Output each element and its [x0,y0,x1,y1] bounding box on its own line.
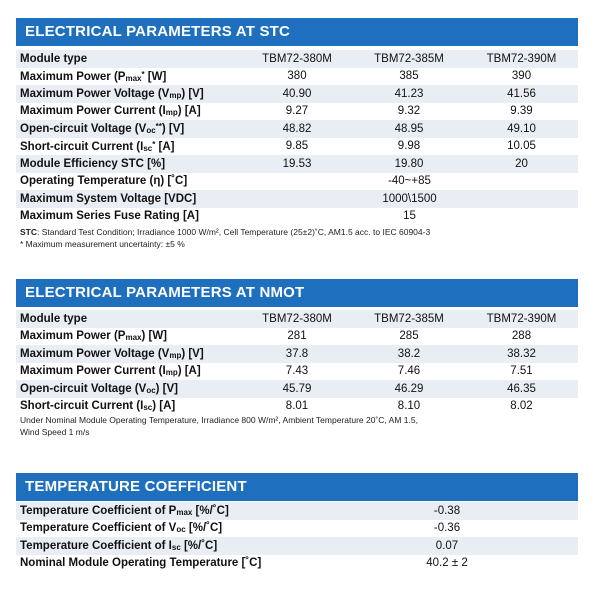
coefficient-value: 40.2 ± 2 [316,555,578,573]
row-label [16,208,241,226]
row-label [16,310,241,328]
row-label [16,138,241,156]
row-label-subscript: sc [171,542,181,552]
value-cell-1: 40.90 [241,85,353,103]
value-cell-1: 9.85 [241,138,353,156]
temperature-coefficient-table [16,502,578,572]
value-cell-2: 7.46 [353,363,465,381]
table-row [16,310,578,328]
value-cell-2: TBM72-385M [353,50,465,68]
row-label-unit: ) [V] [155,382,179,395]
row-label-text: Temperature Coefficient of I [20,539,172,552]
row-label [16,103,241,121]
shared-value: 15 [241,208,578,226]
row-label-text: Maximum Series Fuse Rating [A] [20,210,199,223]
row-label [16,173,241,191]
row-label-unit: ) [A] [152,400,176,413]
value-cell-3: 7.51 [465,363,578,381]
row-label-text: Module type [20,52,88,65]
value-cell-1: 7.43 [241,363,353,381]
value-cell-3: 20 [465,155,578,173]
table-row [16,190,578,208]
value-cell-3: 49.10 [465,120,578,138]
row-label [16,345,241,363]
value-cell-3: 38.32 [465,345,578,363]
row-label-unit: ) [V] [181,87,204,100]
value-cell-2: 9.32 [353,103,465,121]
row-label [16,328,241,346]
value-cell-3: 288 [465,328,578,346]
table-row [16,155,578,173]
row-label-text: Open-circuit Voltage (V [20,382,147,395]
table-row [16,138,578,156]
row-label-superscript: ** [155,122,162,132]
table-row [16,520,578,538]
table-row [16,85,578,103]
table-row [16,502,578,520]
row-label-text: Maximum Power Voltage (V [20,87,170,100]
row-label [16,363,241,381]
row-label-subscript: oc [146,385,156,395]
value-cell-1: 8.01 [241,398,353,416]
row-label [16,398,241,416]
value-cell-3: 10.05 [465,138,578,156]
value-cell-1: TBM72-380M [241,50,353,68]
row-label-subscript: max [176,507,193,517]
coefficient-label [16,520,316,538]
row-label [16,380,241,398]
value-cell-2: 46.29 [353,380,465,398]
row-label-subscript: oc [176,525,186,535]
stc-footnote-text: : Standard Test Condition; Irradiance 1000 W/m², Cell Temperature (25±2)˚C, AM1.5 acc. to IEC 60904-3 [37,227,431,237]
row-label-text: Maximum Power Voltage (V [20,347,170,360]
stc-parameters-table [16,50,578,225]
row-label [16,120,241,138]
value-cell-1: 37.8 [241,345,353,363]
row-label-unit: [%/˚C] [180,539,218,552]
nmot-footnote [20,414,418,438]
coefficient-label [16,555,316,573]
coefficient-label [16,502,316,520]
row-label-text: Maximum Power (P [20,70,126,83]
row-label-unit: ) [A] [177,365,201,378]
table-row [16,50,578,68]
value-cell-2: 48.95 [353,120,465,138]
row-label-text: Module type [20,312,88,325]
row-label-text: Nominal Module Operating Temperature [˚C] [20,557,262,570]
value-cell-1: 281 [241,328,353,346]
row-label-text: Maximum Power Current (I [20,365,166,378]
table-row [16,103,578,121]
shared-value: 1000\1500 [241,190,578,208]
row-label-subscript: max [125,73,142,83]
row-label-unit: [W] [144,70,167,83]
stc-footnote-abbrev: STC [20,227,37,237]
value-cell-2: 8.10 [353,398,465,416]
row-label-subscript: mp [169,350,182,360]
table-row [16,328,578,346]
nmot-footnote-line2: Wind Speed 1 m/s [20,427,90,437]
value-cell-2: 38.2 [353,345,465,363]
row-label-subscript: max [125,333,142,343]
value-cell-2: 19.80 [353,155,465,173]
row-label-subscript: sc [143,403,153,413]
value-cell-3: 390 [465,68,578,86]
coefficient-value: -0.36 [316,520,578,538]
value-cell-1: TBM72-380M [241,310,353,328]
value-cell-1: 19.53 [241,155,353,173]
row-label [16,85,241,103]
row-label-unit: [A] [155,140,175,153]
coefficient-label [16,537,316,555]
table-row [16,363,578,381]
value-cell-2: TBM72-385M [353,310,465,328]
row-label-unit: ) [W] [141,330,168,343]
row-label-subscript: mp [169,90,182,100]
row-label-text: Temperature Coefficient of P [20,504,177,517]
coefficient-value: -0.38 [316,502,578,520]
table-row [16,537,578,555]
value-cell-3: TBM72-390M [465,310,578,328]
row-label [16,68,241,86]
row-label [16,155,241,173]
value-cell-3: 41.56 [465,85,578,103]
stc-footnote [20,226,430,250]
table-row [16,555,578,573]
row-label-text: Module Efficiency STC [%] [20,157,166,170]
row-label-unit: ) [V] [161,123,185,136]
value-cell-1: 9.27 [241,103,353,121]
table-row [16,345,578,363]
table-row [16,398,578,416]
stc-uncertainty-note: * Maximum measurement uncertainty: ±5 % [20,239,185,249]
value-cell-1: 380 [241,68,353,86]
row-label [16,190,241,208]
table-row [16,68,578,86]
value-cell-2: 385 [353,68,465,86]
table-row [16,120,578,138]
temperature-section-title: TEMPERATURE COEFFICIENT [16,473,578,501]
row-label-superscript: * [152,139,156,149]
value-cell-3: TBM72-390M [465,50,578,68]
row-label-text: Short-circuit Current (I [20,140,144,153]
row-label-text: Open-circuit Voltage (V [20,123,147,136]
row-label-subscript: mp [165,368,178,378]
table-row [16,208,578,226]
row-label-text: Maximum Power (P [20,330,126,343]
row-label-text: Temperature Coefficient of V [20,522,177,535]
value-cell-3: 8.02 [465,398,578,416]
stc-section-title: ELECTRICAL PARAMETERS AT STC [16,18,578,46]
nmot-section-title: ELECTRICAL PARAMETERS AT NMOT [16,279,578,307]
row-label-subscript: mp [165,108,178,118]
coefficient-value: 0.07 [316,537,578,555]
row-label-unit: ) [V] [181,347,204,360]
value-cell-1: 45.79 [241,380,353,398]
row-label-subscript: sc [143,143,153,153]
row-label-unit: ) [A] [177,105,201,118]
row-label [16,50,241,68]
table-row [16,380,578,398]
row-label-unit: [%/˚C] [192,504,229,517]
row-label-unit: [%/˚C] [185,522,223,535]
value-cell-2: 9.98 [353,138,465,156]
value-cell-1: 48.82 [241,120,353,138]
row-label-text: Maximum System Voltage [VDC] [20,192,197,205]
row-label-text: Short-circuit Current (I [20,400,144,413]
value-cell-2: 285 [353,328,465,346]
row-label-text: Operating Temperature (η) [˚C] [20,175,188,188]
value-cell-3: 46.35 [465,380,578,398]
nmot-footnote-line1: Under Nominal Module Operating Temperature, Irradiance 800 W/m², Ambient Temperature 20˚C, AM 1.5, [20,415,418,425]
nmot-parameters-table [16,310,578,415]
shared-value: -40~+85 [241,173,578,191]
value-cell-3: 9.39 [465,103,578,121]
row-label-superscript: * [141,69,145,79]
row-label-subscript: oc [146,126,156,136]
row-label-text: Maximum Power Current (I [20,105,166,118]
value-cell-2: 41.23 [353,85,465,103]
table-row [16,173,578,191]
